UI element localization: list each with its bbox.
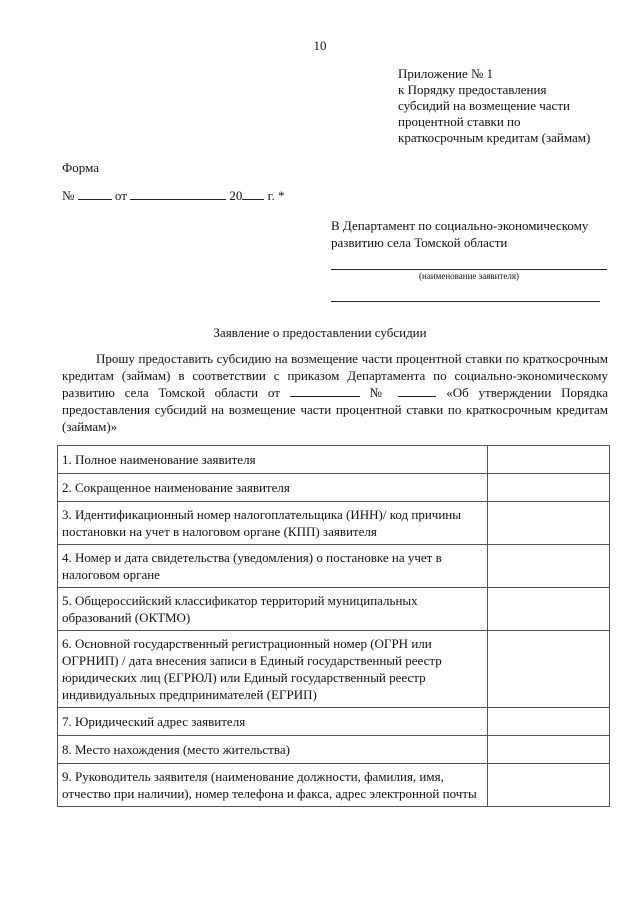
year-suffix: г. * <box>267 188 285 203</box>
row-label: 9. Руководитель заявителя (наименование должности, фамилия, имя, отчество при наличии), номер телефона и факса, адрес электронной почты <box>58 764 488 807</box>
document-title: Заявление о предоставлении субсидии <box>213 325 427 340</box>
year-blank[interactable] <box>242 198 264 200</box>
applicant-extra-line[interactable] <box>331 301 600 302</box>
row-label: 1. Полное наименование заявителя <box>58 446 488 474</box>
table-row <box>58 474 610 502</box>
date-blank[interactable] <box>130 198 226 200</box>
row-value-cell[interactable] <box>488 446 610 474</box>
row-value-cell[interactable] <box>488 474 610 502</box>
number-label: № <box>62 188 75 203</box>
applicant-name-line[interactable] <box>331 269 607 270</box>
order-number-label: № <box>369 385 389 400</box>
order-date-blank[interactable] <box>290 395 360 397</box>
table-row <box>58 764 610 807</box>
addressee-line: развитию села Томской области <box>331 235 508 250</box>
table-row <box>58 588 610 631</box>
order-number-blank[interactable] <box>398 395 436 397</box>
paragraph-part1: Прошу предоставить субсидию на возмещение части процентной ставки по краткосрочным кредитам (займам) в соответствии с приказом Департамента по социально-экономическому развитию села Томской области от <box>62 351 608 400</box>
appendix-line: процентной ставки по <box>398 114 521 129</box>
row-label: 5. Общероссийский классификатор территорий муниципальных образований (ОКТМО) <box>58 588 488 631</box>
row-label: 4. Номер и дата свидетельства (уведомления) о постановке на учет в налоговом органе <box>58 545 488 588</box>
row-value-cell[interactable] <box>488 631 610 708</box>
page-number: 10 <box>313 38 327 53</box>
request-paragraph <box>62 350 608 435</box>
table-row <box>58 708 610 736</box>
appendix-line: субсидий на возмещение части <box>398 98 570 113</box>
paragraph-part2: «Об утверждении Порядка предоставления субсидий на возмещение части процентной ставки по краткосрочным кредитам (займам)» <box>62 385 608 434</box>
number-blank[interactable] <box>78 198 112 200</box>
row-value-cell[interactable] <box>488 708 610 736</box>
form-label: Форма <box>62 160 99 175</box>
appendix-line: Приложение № 1 <box>398 66 494 81</box>
from-label: от <box>114 188 127 203</box>
row-label: 2. Сокращенное наименование заявителя <box>58 474 488 502</box>
row-value-cell[interactable] <box>488 545 610 588</box>
table-row <box>58 446 610 474</box>
document-number-line <box>62 188 285 204</box>
addressee <box>331 217 621 251</box>
year-label: 20 <box>229 188 243 203</box>
table-row <box>58 736 610 764</box>
row-label: 8. Место нахождения (место жительства) <box>58 736 488 764</box>
appendix-header <box>398 66 628 146</box>
row-label: 6. Основной государственный регистрационный номер (ОГРН или ОГРНИП) / дата внесения записи в Единый государственный реестр юридических лиц (ЕГРЮЛ) или Единый государственный реестр индивидуальных предпринимателей (ЕГРИП) <box>58 631 488 708</box>
table-row <box>58 502 610 545</box>
row-value-cell[interactable] <box>488 764 610 807</box>
applicant-info-table <box>57 445 610 807</box>
row-value-cell[interactable] <box>488 588 610 631</box>
table-row <box>58 545 610 588</box>
row-label: 7. Юридический адрес заявителя <box>58 708 488 736</box>
appendix-line: краткосрочным кредитам (займам) <box>398 130 591 145</box>
row-value-cell[interactable] <box>488 736 610 764</box>
row-value-cell[interactable] <box>488 502 610 545</box>
addressee-line: В Департамент по социально-экономическому <box>331 218 589 233</box>
row-label: 3. Идентификационный номер налогоплательщика (ИНН)/ код причины постановки на учет в налоговом органе (КПП) заявителя <box>58 502 488 545</box>
appendix-line: к Порядку предоставления <box>398 82 547 97</box>
table-row <box>58 631 610 708</box>
applicant-caption: (наименование заявителя) <box>419 271 519 281</box>
